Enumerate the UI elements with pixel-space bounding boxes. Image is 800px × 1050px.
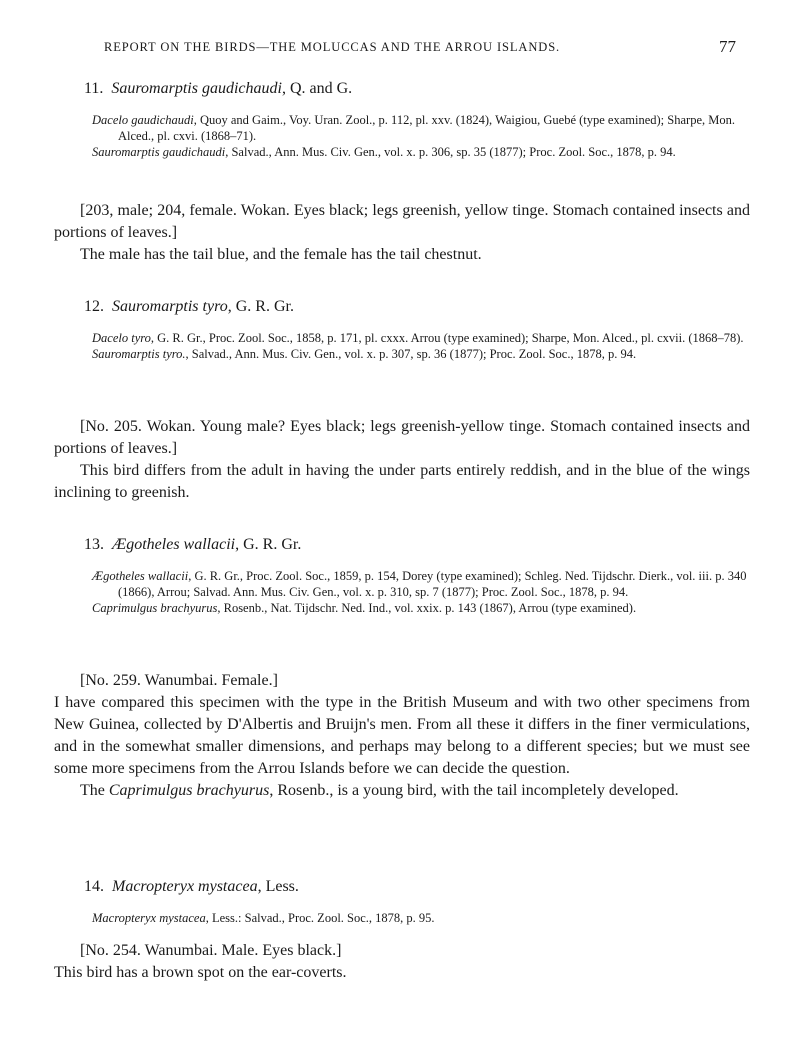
species-authority: , G. R. Gr. bbox=[227, 298, 294, 315]
closing-lead: The bbox=[80, 782, 109, 799]
reference-name: Dacelo tyro bbox=[92, 331, 151, 345]
synonymy-12 bbox=[92, 330, 752, 362]
reference bbox=[92, 112, 752, 144]
page-number: 77 bbox=[719, 37, 736, 56]
field-note: [No. 259. Wanumbai. Female.] bbox=[80, 672, 278, 689]
species-heading-12 bbox=[84, 298, 294, 316]
closing-remark bbox=[54, 780, 750, 802]
remark: I have compared this specimen with the type in the British Museum and with two other specimens from New Guinea, collected by D'Albertis and Bruijn's men. From all these it differs in the finer vermiculations, and in the somewhat smaller dimensions, and perhaps may belong to a different species; but we must see some more specimens from the Arrou Islands before we can decide the question. bbox=[54, 694, 750, 777]
notes-12 bbox=[54, 416, 750, 504]
species-authority: , Q. and G. bbox=[281, 80, 353, 97]
reference-text: , Quoy and Gaim., Voy. Uran. Zool., p. 112, pl. xxv. (1824), Waigiou, Guebé (type examined); Sharpe, Mon. Alced., pl. cxvi. (1868–71). bbox=[118, 113, 735, 143]
species-heading-11 bbox=[84, 80, 352, 98]
species-name: Ægotheles wallacii bbox=[112, 536, 236, 553]
reference-name: Ægotheles wallacii bbox=[92, 569, 189, 583]
field-note: [203, male; 204, female. Wokan. Eyes black; legs greenish, yellow tinge. Stomach contained insects and portions of leaves.] bbox=[54, 202, 750, 241]
species-heading-13 bbox=[84, 536, 301, 554]
reference bbox=[92, 568, 752, 600]
reference bbox=[92, 144, 752, 160]
remark: This bird differs from the adult in having the under parts entirely reddish, and in the blue of the wings inclining to greenish. bbox=[54, 462, 750, 501]
reference-text: , G. R. Gr., Proc. Zool. Soc., 1859, p. 154, Dorey (type examined); Schleg. Ned. Tijdschr. Dierk., vol. iii. p. 340 (1866), Arrou; Salvad. Ann. Mus. Civ. Gen., vol. x. p. 310, sp. 7 (1877); Proc. Zool. Soc., 1878, p. 94. bbox=[118, 569, 747, 599]
notes-11 bbox=[54, 200, 750, 266]
reference-name: Sauromarptis tyro. bbox=[92, 347, 186, 361]
synonymy-11 bbox=[92, 112, 752, 160]
reference-name: Sauromarptis gaudichaudi bbox=[92, 145, 226, 159]
synonymy-14 bbox=[92, 910, 752, 926]
running-title: REPORT ON THE BIRDS—THE MOLUCCAS AND THE ARROU ISLANDS. bbox=[104, 40, 561, 54]
reference bbox=[92, 346, 752, 362]
notes-13 bbox=[54, 670, 750, 802]
reference-text: , Salvad., Ann. Mus. Civ. Gen., vol. x. p. 307, sp. 36 (1877); Proc. Zool. Soc., 1878, p. 94. bbox=[185, 347, 637, 361]
reference-text: , Less.: Salvad., Proc. Zool. Soc., 1878, p. 95. bbox=[205, 911, 435, 925]
closing-rest: , Rosenb., is a young bird, with the tail incompletely developed. bbox=[269, 782, 679, 799]
reference-name: Macropteryx mystacea bbox=[92, 911, 206, 925]
reference-name: Dacelo gaudichaudi bbox=[92, 113, 194, 127]
species-number: 13. bbox=[84, 536, 104, 553]
field-note: [No. 205. Wokan. Young male? Eyes black; legs greenish-yellow tinge. Stomach contained insects and portions of leaves.] bbox=[54, 418, 750, 457]
closing-species: Caprimulgus brachyurus bbox=[108, 782, 270, 799]
reference-text: , G. R. Gr., Proc. Zool. Soc., 1858, p. 171, pl. cxxx. Arrou (type examined); Sharpe, Mon. Alced., pl. cxvii. (1868–78). bbox=[150, 331, 744, 345]
reference bbox=[92, 330, 752, 346]
reference bbox=[92, 600, 752, 616]
species-number: 14. bbox=[84, 878, 104, 895]
remark: The male has the tail blue, and the female has the tail chestnut. bbox=[80, 246, 482, 263]
reference-name: Caprimulgus brachyurus bbox=[92, 601, 218, 615]
notes-14 bbox=[54, 940, 750, 984]
reference-text: , Rosenb., Nat. Tijdschr. Ned. Ind., vol. xxix. p. 143 (1867), Arrou (type examined). bbox=[217, 601, 637, 615]
species-name: Sauromarptis gaudichaudi bbox=[111, 80, 282, 97]
species-number: 11. bbox=[84, 80, 104, 97]
species-authority: , Less. bbox=[257, 878, 299, 895]
synonymy-13 bbox=[92, 568, 752, 616]
reference bbox=[92, 910, 752, 926]
species-name: Sauromarptis tyro bbox=[112, 298, 228, 315]
species-number: 12. bbox=[84, 298, 104, 315]
species-heading-14 bbox=[84, 878, 299, 896]
reference-text: , Salvad., Ann. Mus. Civ. Gen., vol. x. p. 306, sp. 35 (1877); Proc. Zool. Soc., 1878, p. 94. bbox=[225, 145, 676, 159]
field-note: [No. 254. Wanumbai. Male. Eyes black.] bbox=[80, 942, 342, 959]
remark: This bird has a brown spot on the ear-coverts. bbox=[54, 964, 347, 981]
species-name: Macropteryx mystacea bbox=[112, 878, 258, 895]
species-authority: , G. R. Gr. bbox=[235, 536, 302, 553]
